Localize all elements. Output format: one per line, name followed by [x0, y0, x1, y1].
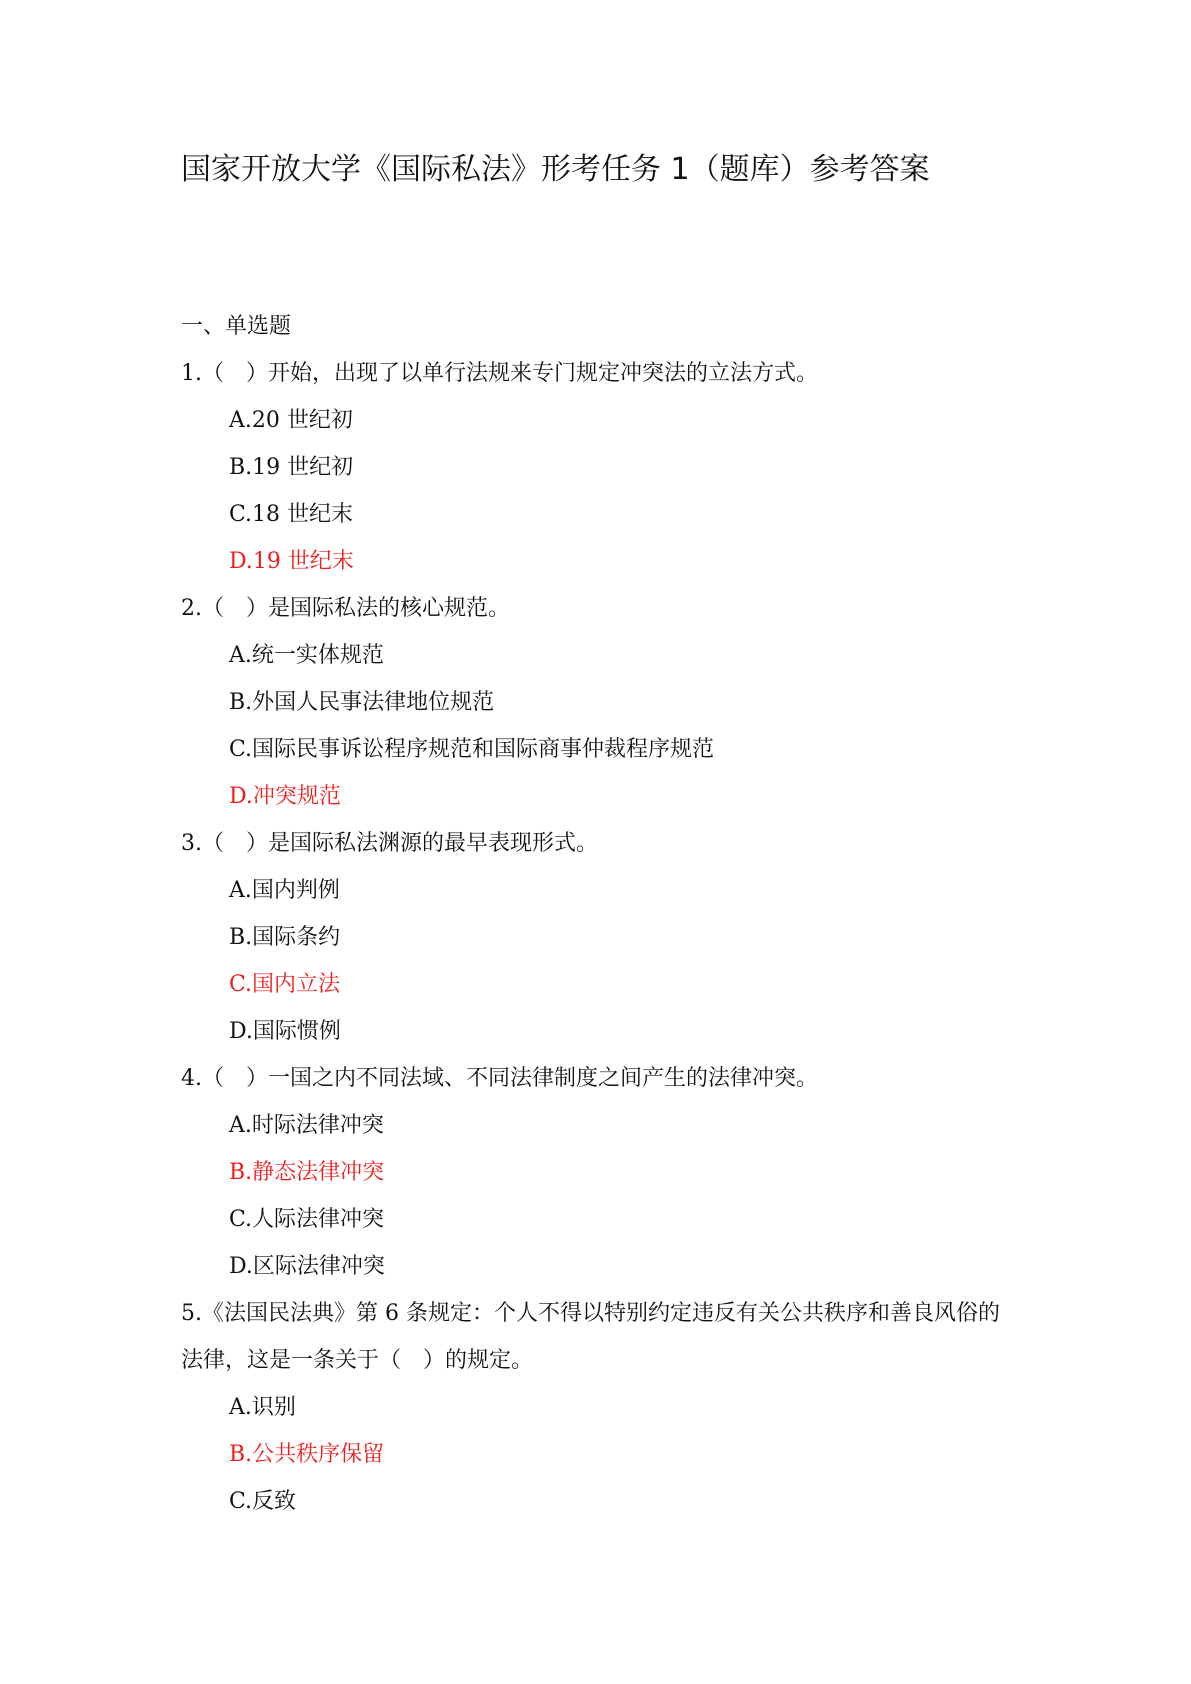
- option-list: [181, 1384, 1021, 1525]
- option-a: A.国内判例: [229, 878, 340, 903]
- option-a: A.时际法律冲突: [229, 1113, 384, 1138]
- option-d: D.区际法律冲突: [229, 1254, 385, 1279]
- option-b: B.外国人民事法律地位规范: [229, 690, 495, 715]
- option-b: B.静态法律冲突: [229, 1160, 385, 1185]
- option-a: A.统一实体规范: [229, 643, 384, 668]
- question-1: [181, 350, 1021, 585]
- section-heading: 一、单选题: [181, 314, 292, 339]
- option-list: [181, 1102, 1021, 1290]
- option-c: C.人际法律冲突: [229, 1207, 385, 1232]
- option-c: C.18 世纪末: [229, 502, 354, 527]
- option-c: C.国内立法: [229, 972, 341, 997]
- option-d: D.19 世纪末: [229, 549, 354, 574]
- question-stem: 1.（ ）开始，出现了以单行法规来专门规定冲突法的立法方式。: [181, 361, 818, 386]
- question-stem: 4.（ ）一国之内不同法域、不同法律制度之间产生的法律冲突。: [181, 1066, 818, 1091]
- page-title: 国家开放大学《国际私法》形考任务 1（题库）参考答案: [181, 152, 930, 187]
- option-d: D.冲突规范: [229, 784, 341, 809]
- option-list: [181, 632, 1021, 820]
- option-c: C.反致: [229, 1489, 297, 1514]
- option-c: C.国际民事诉讼程序规范和国际商事仲裁程序规范: [229, 737, 715, 762]
- document-body: [181, 303, 1021, 1525]
- question-3: [181, 820, 1021, 1055]
- option-d: D.国际惯例: [229, 1019, 341, 1044]
- option-list: [181, 397, 1021, 585]
- option-b: B.19 世纪初: [229, 455, 354, 480]
- question-5: [181, 1290, 1021, 1525]
- question-4: [181, 1055, 1021, 1290]
- question-stem: 5.《法国民法典》第 6 条规定：个人不得以特别约定违反有关公共秩序和善良风俗的法律，这是一条关于（ ）的规定。: [181, 1301, 1000, 1373]
- question-stem: 3.（ ）是国际私法渊源的最早表现形式。: [181, 831, 598, 856]
- option-b: B.公共秩序保留: [229, 1442, 385, 1467]
- option-a: A.20 世纪初: [229, 408, 353, 433]
- option-b: B.国际条约: [229, 925, 341, 950]
- option-a: A.识别: [229, 1395, 296, 1420]
- option-list: [181, 867, 1021, 1055]
- question-2: [181, 585, 1021, 820]
- question-stem: 2.（ ）是国际私法的核心规范。: [181, 596, 510, 621]
